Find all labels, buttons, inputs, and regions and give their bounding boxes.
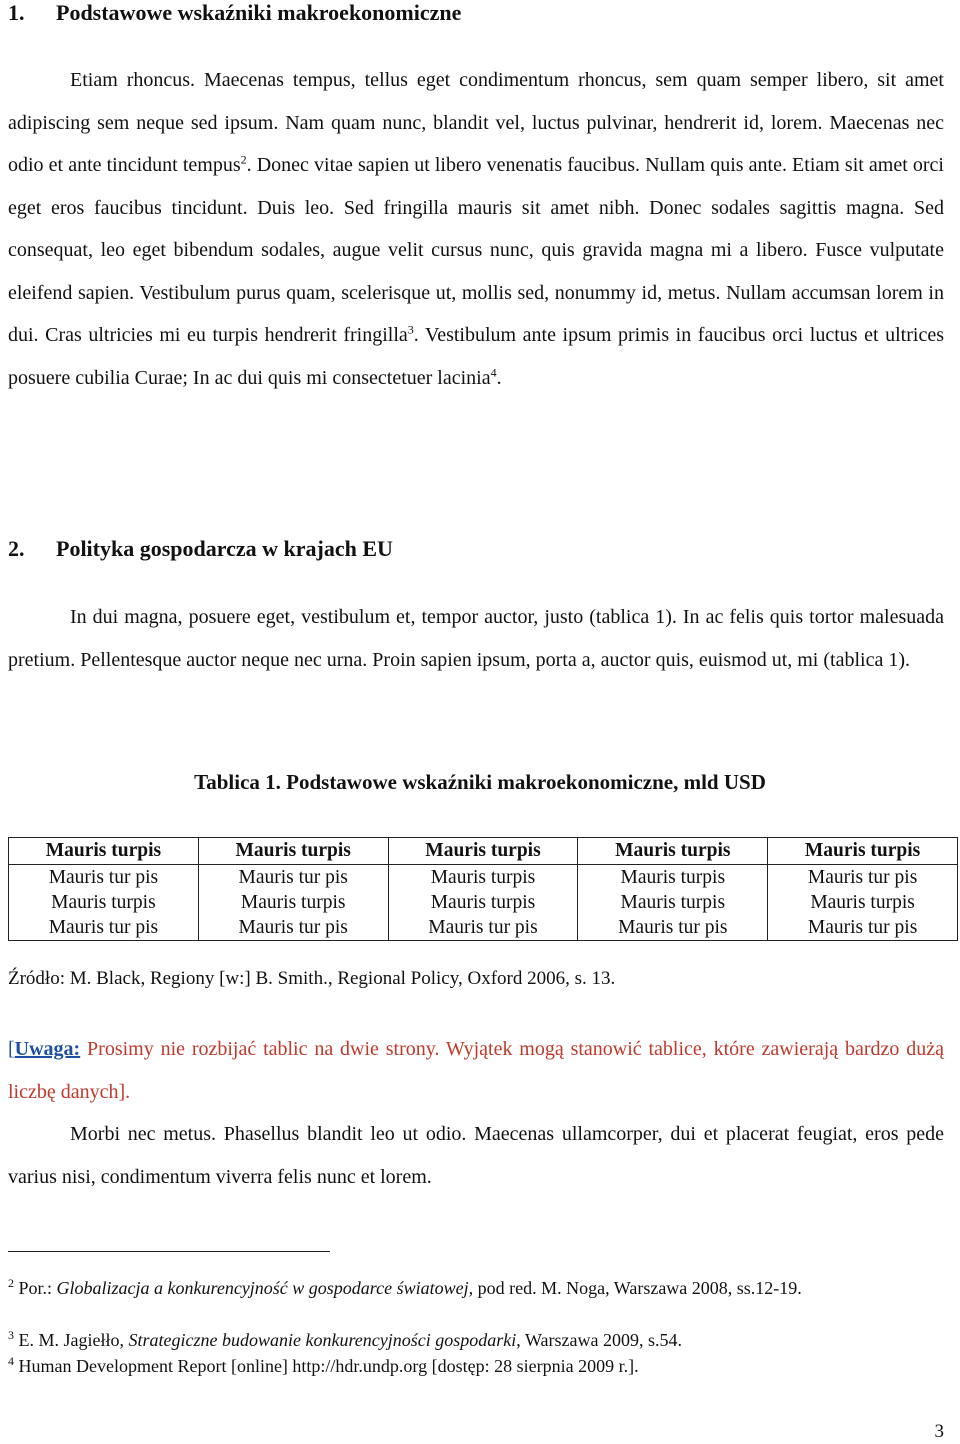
table-cell: Mauris tur pis: [198, 865, 388, 891]
footnote-number: 4: [8, 1354, 14, 1368]
footnote-4: [8, 1353, 948, 1379]
table-header-cell: Mauris turpis: [768, 838, 958, 865]
table-header-cell: Mauris turpis: [9, 838, 199, 865]
section-1-title: Podstawowe wskaźniki makroekonomiczne: [56, 0, 462, 25]
table-cell: Mauris turpis: [198, 890, 388, 915]
table-cell: Mauris tur pis: [198, 915, 388, 941]
section-2-number: 2.: [8, 536, 25, 561]
table-header-row: [9, 838, 958, 865]
closing-paragraph: Morbi nec metus. Phasellus blandit leo ut odio. Maecenas ullamcorper, dui et placerat feugiat, eros pede varius nisi, condimentum viverra felis nunc et lorem.: [8, 1123, 944, 1188]
paragraph-text: . Donec vitae sapien ut libero venenatis faucibus. Nullam quis ante. Etiam sit amet orci eget eros faucibus tincidunt. Duis leo. Sed fringilla mauris sit amet nibh. Donec sodales sagittis magna. Sed consequat, leo eget bibendum sodales, augue velit cursus nunc, quis gravida magna mi a libero. Fusce vulputate eleifend sapien. Vestibulum purus quam, scelerisque ut, mollis sed, nonummy id, metus. Nullam accumsan lorem in dui. Cras ultricies mi eu turpis hendrerit fringilla: [8, 154, 944, 346]
footnote-ref-2[interactable]: 2: [240, 152, 247, 167]
footnote-text: Por.:: [18, 1278, 57, 1298]
section-1-paragraph: [8, 59, 944, 399]
table-caption: Tablica 1. Podstawowe wskaźniki makroekonomiczne, mld USD: [194, 770, 766, 794]
table-source: Źródło: M. Black, Regiony [w:] B. Smith., Regional Policy, Oxford 2006, s. 13.: [8, 968, 616, 989]
footnote-separator: [8, 1251, 330, 1252]
table-cell: Mauris turpis: [578, 890, 768, 915]
page-number: 3: [934, 1421, 944, 1442]
table-cell: Mauris turpis: [578, 865, 768, 891]
table-row: [9, 890, 958, 915]
table-cell: Mauris tur pis: [9, 865, 199, 891]
table-header-cell: Mauris turpis: [388, 838, 578, 865]
paragraph-text: . Vestibulum ante ipsum primis in faucibus orci luctus et ultrices posuere cubilia Curae; In ac dui quis mi consectetuer lacinia: [8, 324, 944, 389]
footnote-text[interactable]: Human Development Report [online] http://hdr.undp.org [dostęp: 28 sierpnia 2009 r.].: [18, 1356, 639, 1376]
table-header-cell: Mauris turpis: [198, 838, 388, 865]
table-row: [9, 865, 958, 891]
table-row: [9, 915, 958, 941]
data-table: [8, 837, 958, 941]
section-2-heading: [8, 536, 393, 562]
footnote-text: , Warszawa 2009, s.54.: [516, 1330, 682, 1350]
table-cell: Mauris turpis: [768, 890, 958, 915]
table-header-cell: Mauris turpis: [578, 838, 768, 865]
table-cell: Mauris tur pis: [388, 915, 578, 941]
footnote-italic-title: Strategiczne budowanie konkurencyjności gospodarki: [128, 1330, 517, 1350]
section-1-heading: [8, 0, 461, 26]
footnote-number: 3: [8, 1328, 14, 1342]
section-2-paragraph: In dui magna, posuere eget, vestibulum et, tempor auctor, justo (tablica 1). In ac felis quis tortor malesuada pretium. Pellentesque auctor neque nec urna. Proin sapien ipsum, porta a, auctor quis, euismod ut, mi (tablica 1).: [8, 606, 944, 671]
footnote-text: pod red. M. Noga, Warszawa 2008, ss.12-19.: [473, 1278, 802, 1298]
section-2-title: Polityka gospodarcza w krajach EU: [56, 536, 393, 561]
table-cell: Mauris turpis: [9, 890, 199, 915]
footnote-ref-3[interactable]: 3: [407, 322, 414, 337]
table-cell: Mauris tur pis: [768, 915, 958, 941]
table-cell: Mauris turpis: [388, 890, 578, 915]
paragraph-text: Etiam rhoncus. Maecenas tempus, tellus eget condimentum rhoncus, sem quam semper libero, sit amet adipiscing sem neque sed ipsum. Nam quam nunc, blandit vel, luctus pulvinar, hendrerit id, lorem. Maecenas nec odio et ante tincidunt tempus: [8, 69, 944, 176]
note-close-bracket: ].: [118, 1080, 131, 1103]
footnote-2: [8, 1275, 948, 1301]
footnote-3: [8, 1327, 948, 1353]
table-cell: Mauris tur pis: [9, 915, 199, 941]
note-text: Prosimy nie rozbijać tablic na dwie strony. Wyjątek mogą stanowić tablice, które zawierają bardzo dużą liczbę danych: [8, 1038, 944, 1103]
note-open-bracket: [: [8, 1038, 15, 1060]
footnote-number: 2: [8, 1276, 14, 1290]
section-1-number: 1.: [8, 0, 25, 25]
table-cell: Mauris tur pis: [768, 865, 958, 891]
note-label: Uwaga:: [14, 1038, 81, 1060]
editorial-note: [8, 1028, 944, 1113]
footnote-ref-4[interactable]: 4: [490, 364, 497, 379]
paragraph-text: .: [496, 366, 502, 389]
table-cell: Mauris turpis: [388, 865, 578, 891]
footnote-text: E. M. Jagiełło,: [18, 1330, 129, 1350]
table-cell: Mauris tur pis: [578, 915, 768, 941]
footnote-italic-title: Globalizacja a konkurencyjność w gospodarce światowej,: [56, 1278, 474, 1298]
